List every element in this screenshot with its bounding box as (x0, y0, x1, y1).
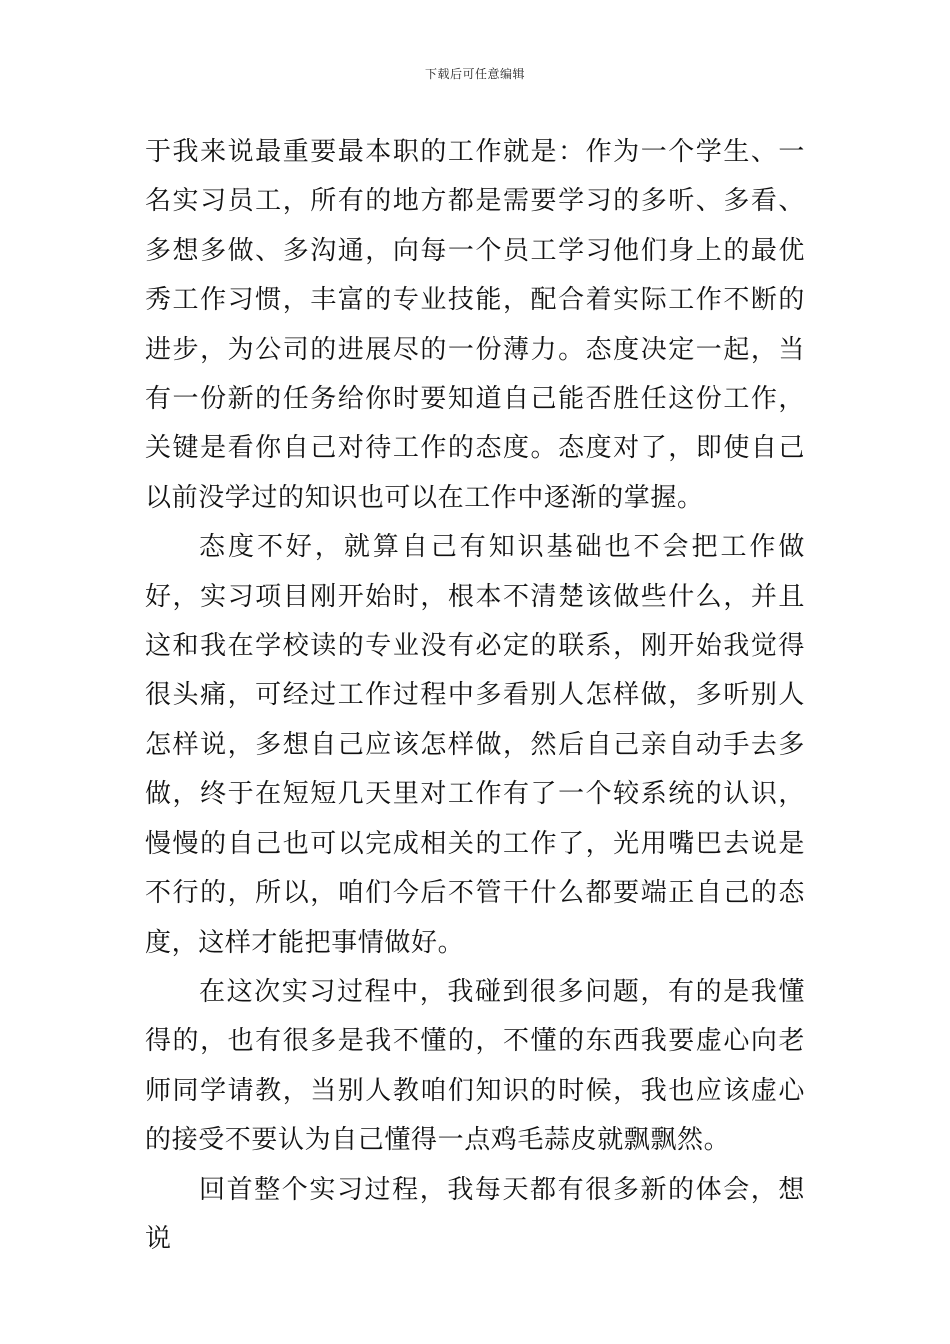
document-body (145, 128, 805, 1264)
paragraph-1: 于我来说最重要最本职的工作就是：作为一个学生、一名实习员工，所有的地方都是需要学习的多听、多看、多想多做、多沟通，向每一个员工学习他们身上的最优秀工作习惯，丰富的专业技能，配合着实际工作不断的进步，为公司的进展尽的一份薄力。态度决定一起，当有一份新的任务给你时要知道自己能否胜任这份工作，关键是看你自己对待工作的态度。态度对了，即使自己以前没学过的知识也可以在工作中逐渐的掌握。 (145, 137, 805, 513)
paragraph-2: 态度不好，就算自己有知识基础也不会把工作做好，实习项目刚开始时，根本不清楚该做些什么，并且这和我在学校读的专业没有必定的联系，刚开始我觉得很头痛，可经过工作过程中多看别人怎样做，多听别人怎样说，多想自己应该怎样做，然后自己亲自动手去多做，终于在短短几天里对工作有了一个较系统的认识，慢慢的自己也可以完成相关的工作了，光用嘴巴去说是不行的，所以，咱们今后不管干什么都要端正自己的态度，这样才能把事情做好。 (145, 532, 805, 958)
paragraph-4: 回首整个实习过程，我每天都有很多新的体会，想说 (145, 1174, 805, 1254)
paragraph-3: 在这次实习过程中，我碰到很多问题，有的是我懂得的，也有很多是我不懂的，不懂的东西我要虚心向老师同学请教，当别人教咱们知识的时候，我也应该虚心的接受不要认为自己懂得一点鸡毛蒜皮就飘飘然。 (145, 976, 805, 1156)
page-header: 下载后可任意编辑 (424, 67, 525, 81)
